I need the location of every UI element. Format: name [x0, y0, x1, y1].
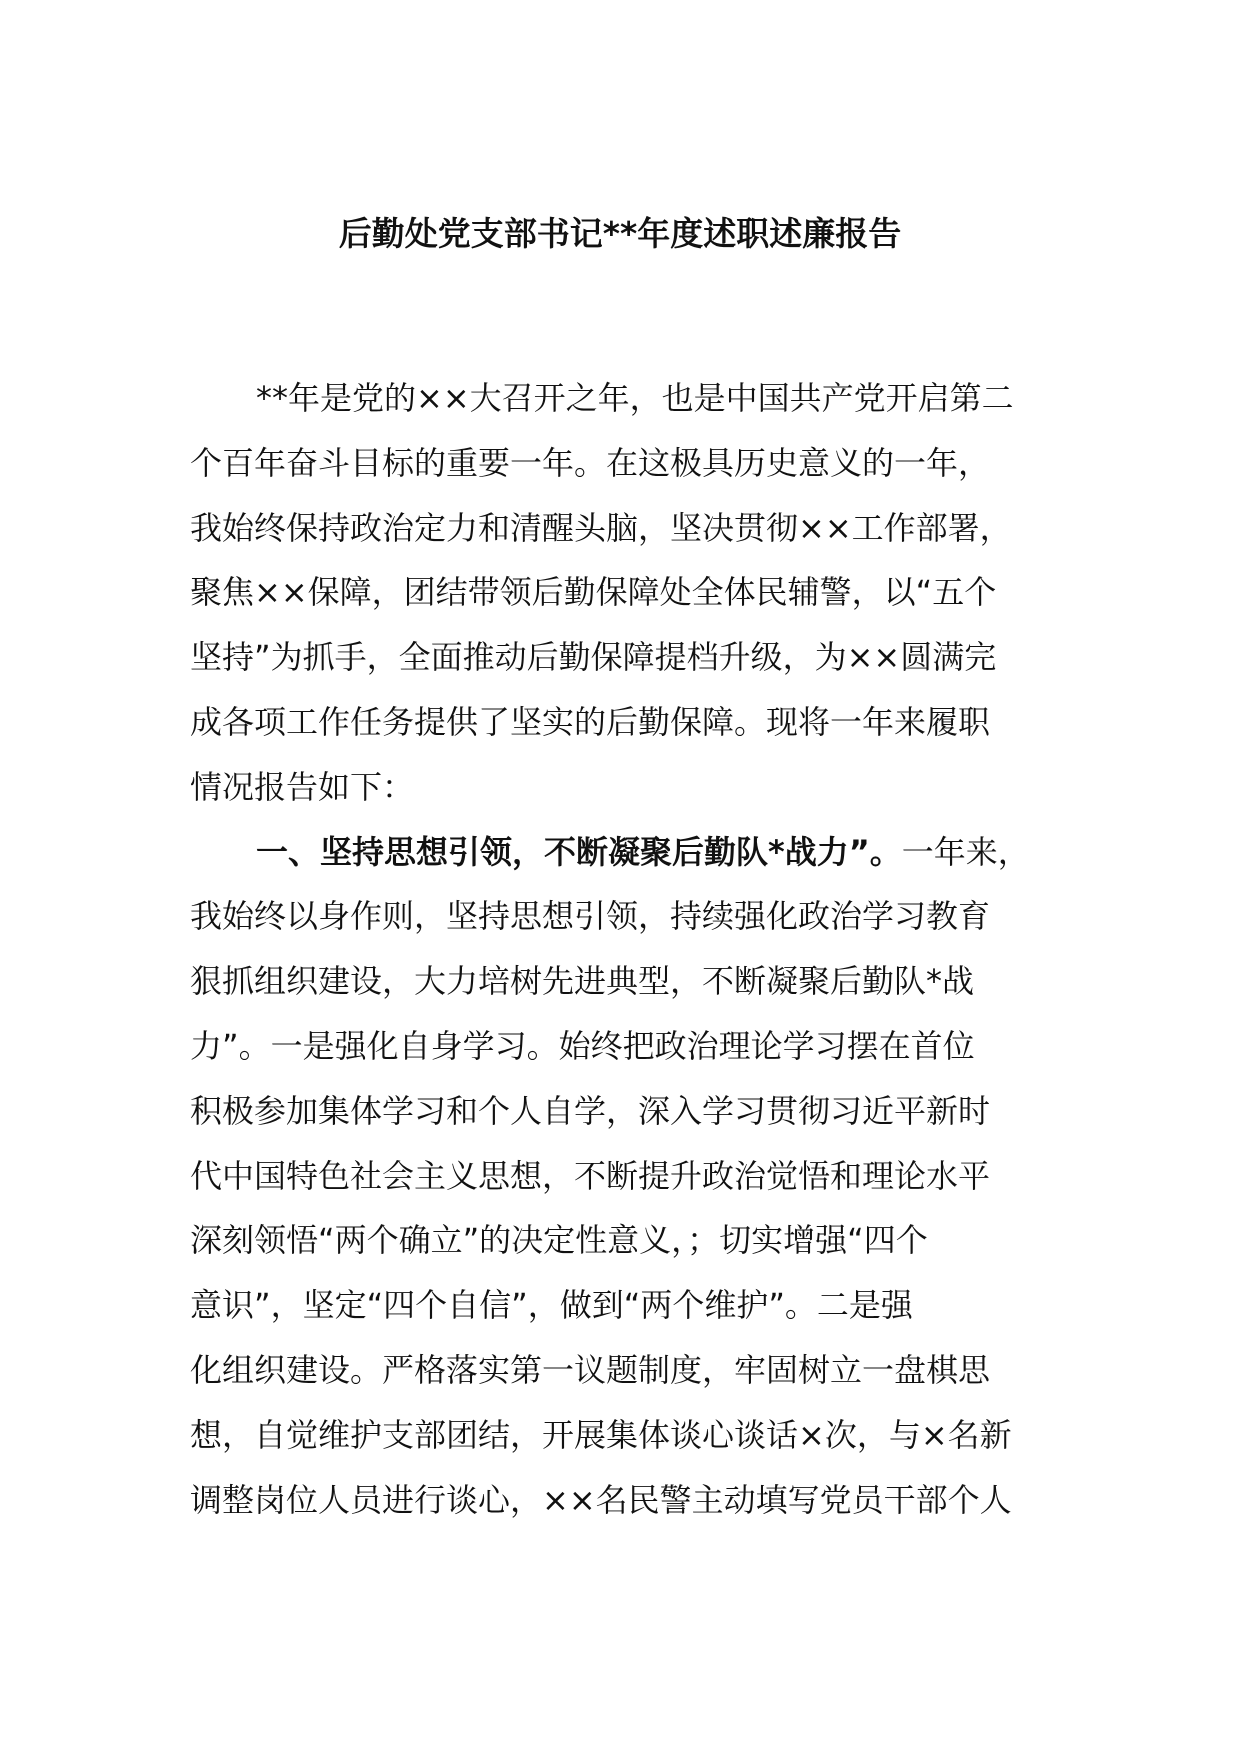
- paragraph-line: 力”。一是强化自身学习。始终把政治理论学习摆在首位: [190, 1026, 975, 1065]
- paragraph-line: 情况报告如下：: [190, 767, 415, 806]
- paragraph-line: 意识”，坚定“四个自信”，做到“两个维护”。二是强: [190, 1286, 913, 1325]
- paragraph-line: 个百年奋斗目标的重要一年。在这极具历史意义的一年，: [190, 443, 991, 482]
- paragraph-line: 我始终保持政治定力和清醒头脑，坚决贯彻××工作部署，: [190, 508, 1012, 547]
- section-heading: 一、坚持思想引领，不断凝聚后勤队*战力”。: [256, 832, 902, 871]
- paragraph-line: 想，自觉维护支部团结，开展集体谈心谈话×次，与×名新: [190, 1415, 1012, 1454]
- paragraph-line: 化组织建设。严格落实第一议题制度，牢固树立一盘棋思: [190, 1350, 991, 1389]
- document-body: [190, 366, 1080, 1532]
- paragraph-line: 坚持”为抓手，全面推动后勤保障提档升级，为××圆满完: [190, 638, 997, 677]
- paragraph-line: 狠抓组织建设，大力培树先进典型，不断凝聚后勤队*战: [190, 962, 975, 1001]
- paragraph-line: 深刻领悟“两个确立”的决定性意义，；切实增强“四个: [190, 1221, 928, 1260]
- paragraph-line: 代中国特色社会主义思想，不断提升政治觉悟和理论水平: [190, 1156, 991, 1195]
- section-heading-line: [190, 820, 1080, 885]
- paragraph-line: 调整岗位人员进行谈心，××名民警主动填写党员干部个人: [190, 1480, 1012, 1519]
- paragraph-line: 成各项工作任务提供了坚实的后勤保障。现将一年来履职: [190, 702, 991, 741]
- paragraph-line: 积极参加集体学习和个人自学，深入学习贯彻习近平新时: [190, 1091, 991, 1130]
- document-title: 后勤处党支部书记**年度述职述廉报告: [338, 214, 902, 253]
- paragraph-line: 我始终以身作则，坚持思想引领，持续强化政治学习教育: [190, 897, 991, 936]
- paragraph-line: **年是党的××大召开之年，也是中国共产党开启第二: [256, 379, 1014, 417]
- section-heading-tail: 一年来，: [901, 832, 1030, 871]
- paragraph-line: 聚焦××保障，团结带领后勤保障处全体民辅警，以“五个: [190, 573, 997, 612]
